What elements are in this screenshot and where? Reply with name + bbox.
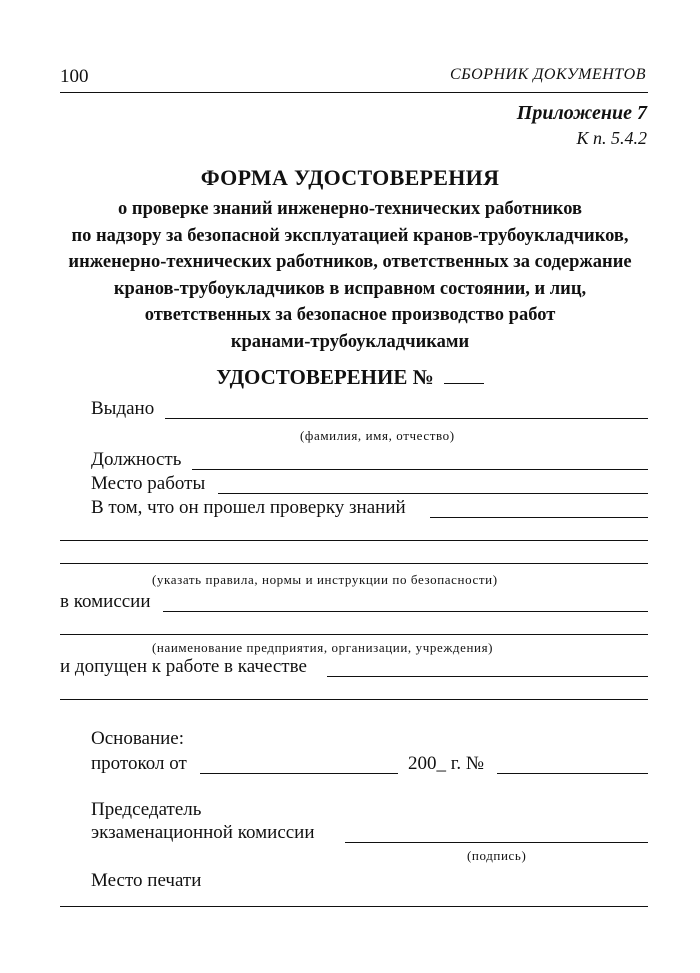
subtitle-line: ответственных за безопасное производство работ bbox=[144, 305, 556, 325]
commission-label: в комиссии bbox=[60, 591, 151, 612]
subtitle-line: о проверке знаний инженерно-технических работников bbox=[118, 199, 582, 219]
issued-to-caption: (фамилия, имя, отчество) bbox=[300, 428, 455, 443]
organization-caption: (наименование предприятия, организации, учреждения) bbox=[152, 640, 494, 655]
appendix-clause: К п. 5.4.2 bbox=[576, 128, 647, 148]
commission-blank[interactable] bbox=[163, 611, 648, 612]
rules-blank-line-2[interactable] bbox=[60, 563, 648, 564]
chairman-label: Председатель bbox=[91, 799, 202, 820]
protocol-year-number-label: 200_ г. № bbox=[408, 753, 485, 774]
header-rule bbox=[60, 92, 648, 93]
protocol-label: протокол от bbox=[91, 753, 187, 774]
workplace-blank[interactable] bbox=[218, 493, 648, 494]
page-number: 100 bbox=[60, 66, 89, 87]
workplace-label: Место работы bbox=[91, 473, 206, 494]
exam-commission-label: экзаменационной комиссии bbox=[91, 822, 315, 843]
rules-blank-line-1[interactable] bbox=[60, 540, 648, 541]
protocol-date-blank[interactable] bbox=[200, 773, 398, 774]
issued-to-label: Выдано bbox=[91, 398, 155, 419]
bottom-rule bbox=[60, 906, 648, 907]
certificate-heading bbox=[0, 365, 700, 390]
position-label: Должность bbox=[91, 449, 182, 470]
admitted-as-blank[interactable] bbox=[327, 676, 648, 677]
knowledge-check-label: В том, что он прошел проверку знаний bbox=[91, 497, 406, 518]
admitted-as-blank-line-2[interactable] bbox=[60, 699, 648, 700]
form-subtitle bbox=[0, 196, 700, 355]
rules-caption: (указать правила, нормы и инструкции по безопасности) bbox=[152, 572, 498, 587]
subtitle-line: по надзору за безопасной эксплуатацией кранов-трубоукладчиков, bbox=[71, 225, 629, 246]
subtitle-line: инженерно-технических работников, ответственных за содержание bbox=[68, 252, 632, 272]
running-title: СБОРНИК ДОКУМЕНТОВ bbox=[450, 66, 646, 83]
appendix-label: Приложение 7 bbox=[516, 102, 647, 124]
certificate-number-blank[interactable] bbox=[444, 369, 484, 384]
admitted-as-label: и допущен к работе в качестве bbox=[60, 656, 307, 677]
protocol-number-blank[interactable] bbox=[497, 773, 648, 774]
basis-label: Основание: bbox=[91, 728, 185, 749]
signature-caption: (подпись) bbox=[467, 848, 527, 863]
form-title: ФОРМА УДОСТОВЕРЕНИЯ bbox=[200, 165, 500, 190]
chairman-signature-blank[interactable] bbox=[345, 842, 648, 843]
position-blank[interactable] bbox=[192, 469, 648, 470]
subtitle-line: кранами-трубоукладчиками bbox=[230, 331, 470, 352]
certificate-heading-text: УДОСТОВЕРЕНИЕ № bbox=[216, 365, 434, 389]
subtitle-line: кранов-трубоукладчиков в исправном состоянии, и лиц, bbox=[113, 278, 587, 299]
knowledge-check-blank[interactable] bbox=[430, 517, 648, 518]
seal-place-label: Место печати bbox=[91, 870, 202, 891]
issued-to-blank[interactable] bbox=[165, 418, 648, 419]
commission-blank-line-2[interactable] bbox=[60, 634, 648, 635]
